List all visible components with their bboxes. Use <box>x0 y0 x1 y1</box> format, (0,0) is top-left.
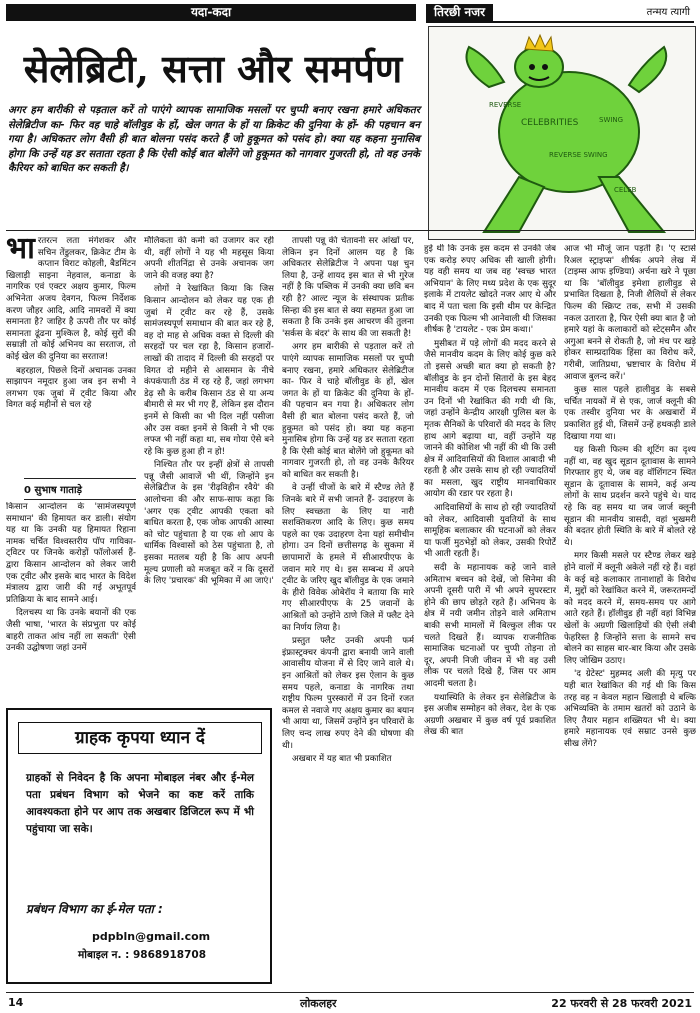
section-bar <box>6 4 416 21</box>
article-column-4 <box>424 244 556 984</box>
paragraph: अखबार में यह बात भी प्रकाशित <box>292 754 392 765</box>
article-column-2 <box>144 236 274 698</box>
paragraph: आज भी मौजूं जान पड़ती है। 'ए स्टार्स रिअल स्ट्राइप्स' शीर्षक अपने लेख में (टाइम्स आफ इण्डिया) अर्चना खरे ने पूछा था कि 'बॉलीवुड इमेशा हालीवुड से प्रभावित दिखता है, निजी शैलियों से लेकर फिल्म की स्क्रिप्ट तक, सभी में उसकी नकल उतारता है, फिर ऐसी क्या बात है जो हमारे यहां के कलाकारों को स्टेट्समैन और अगुआ बनने से रोकती है, जो मंच पर खड़े होकर साम्प्रदायिक हिंसा का विरोध करें, गरीबी, जातिप्रथा, भ्रष्टाचार के विरोध में आवाज बुलन्द करें।' <box>564 244 696 382</box>
cartoon-section-label: तिरछी नजर <box>426 4 493 21</box>
cartoon-label: CELEB <box>614 186 637 194</box>
footer-rule <box>6 992 694 993</box>
intro-paragraph: अगर हम बारीकी से पड़ताल करें तो पाएंगे व्यापक सामाजिक मसलों पर चुप्पी बनाए रखना हमारे अधिकतर सेलेब्रिटीज का- फिर वह चाहे बॉलीवुड के हों, खेल जगत के हों या क्रिकेट की दुनिया के हों- की पहचान बन गया है। अधिकतर लोग वैसी ही बात बोलना पसंद करते हैं जो हुकूमत को पसंद हो। क्या यह कहना मुनासिब होगा कि उन्हें यह डर सताता रहता है कि ऐसी कोई बात बोलेंगे जो हुकूमत को नागवार गुजरती हो, तो वह उनके कैरियर को बाधित कर सकती है। <box>8 105 420 175</box>
article-column-1b <box>6 502 136 698</box>
byline: 0 सुभाष गाताड़े <box>24 478 136 500</box>
notice-body: ग्राहकों से निवेदन है कि अपना मोबाइल नंबर और ई-मेल पता प्रबंधन विभाग को भेजने का कष्ट करें ताकि आवश्यकता होने पर आप तक अखबार डिजिटल रूप में भी पहुंचाया जा सके। <box>26 772 254 835</box>
article-column-3 <box>282 236 414 984</box>
cartoon-label: REVERSE SWING <box>549 151 608 159</box>
notice-email-label: प्रबंधन विभाग का ई-मेल पता : <box>26 902 163 916</box>
headline: सेलेब्रिटी, सत्ता और समर्पण <box>23 46 403 91</box>
cartoonist-name: तन्मय त्यागी <box>646 7 690 18</box>
paragraph: बहरहाल, पिछले दिनों अचानक उनका साझापन नमूदार हुआ जब इन सभी ने लगभग एक जुबां में ट्वीट किया और विगत कई महीनों से चल रहे <box>6 365 136 411</box>
cartoon-label: CELEBRITIES <box>521 118 579 128</box>
article-column-5 <box>564 244 696 984</box>
article-column-1 <box>6 236 136 472</box>
notice-email: pdpbln@gmail.com <box>92 930 211 943</box>
paragraph: मगर किसी मसले पर स्टैण्ड लेकर खड़े होने वालों में क्लूनी अकेले नहीं रहे हैं। वहां के कई बड़े कलाकार तानाशाहों के विरोध में, मुद्दों को रेखांकित करने में, जरूरतमन्दों को मदद करने में, समय-समय पर आगे आते रहते हैं। हॉलीवुड ही नहीं वहां विभिन्न खेलों के अग्रणी खिलाड़ियों की ऐसी लंबी फेहरिस्त है जिन्होंने सत्ता के सामने सच बोलने का साहस बार-बार किया और उसके लिए जोखिम उठाए। <box>564 551 696 666</box>
issue-date: 22 फरवरी से 28 फरवरी 2021 <box>551 997 692 1010</box>
paragraph: मुसीबत में पड़े लोगों की मदद करने से जैसे मानवीय कदम के लिए कोई कुछ करे तो इससे अच्छी बात क्या हो सकती है? बॉलीवुड के इन दोनों सितारों के इस बेहद मानवीय कदम में एक दिलचस्प समानता उन दिनों भी रेखांकित की गयी थी कि, जहां उन्होंने केन्द्रीय आरक्षी पुलिस बल के मृतक सैनिकों के परिवारों की मदद के लिए हाथ आगे बढ़ाया था, वहीं उन्होंने यह जानने की कोशिश भी नहीं की थी कि उसी क्षेत्र में आदिवासियों की विशाल आबादी भी रहती है और उसके साथ हो रही ज्यादतियों का मसला, खुद राष्ट्रीय मानवाधिकार आयोग की रडार पर रहता है। <box>424 338 556 500</box>
paragraph: वे उन्हीं चीजों के बारे में स्टैण्ड लेते हैं जिनके बारे में सभी जानते हैं- उदाहरण के लिए स्वच्छता के लिए या नारी सशक्तिकरण आदि के लिए। कुछ समय पहले का एक उदाहरण देना यहां समीचीन होगा। उन दिनों छत्तीसगढ़ के सुकमा में छापामारों के हमले में सीआरपीएफ के जवान मारे गए थे। इस सम्बन्ध में अपने ट्वीट के जरिए खुद बॉलीवुड के एक जमाने के हीरो विवेक ओबेरॉय ने बताया कि मारे गए सीआरपीएफ के 25 जवानों के आश्रितों को उन्होंने ठाणे जिले में फ्लैट देने का निर्णय लिया है। <box>282 483 414 633</box>
paragraph: सदी के महानायक कहे जाने वाले अमिताभ बच्चन को देखें, जो सिनेमा की अपनी दूसरी पारी में भी अपने सुपरस्टार होने की छाप छोड़ते रहते हैं। अभिनय के क्षेत्र में नयी जमीन तोड़ने वाले अमिताभ बाकी सभी मामलों में बिल्कुल लीक पर चलते दिखते हैं। व्यापक राजनीतिक सामाजिक घटनाओं पर चुप्पी तोड़ना तो दूर, अपनी निजी जीवन में भी वह उसी लीक पर चलते दिखे हैं, जिस पर आम आदमी चलता है। <box>424 563 556 689</box>
cartoon-header <box>426 4 694 23</box>
paragraph: तापसी पन्नू की चेतावनी सर आंखों पर, लेकिन इन दिनों आलम यह है कि अधिकतर सेलेब्रिटीज ने अपना पक्ष चुन लिया है, उन्हें शायद इस बात से भी गुरेज नहीं है कि पब्लिक में उनकी क्या छवि बन रही है? आल्ट न्यूज के संस्थापक प्रतीक सिन्हा की इस बात से क्या सहमत हुआ जा सकता है कि उनके इस आचरण की तुलना 'सर्कस के बंदर' के साथ की जा सकती है! <box>282 236 414 339</box>
paragraph: यह किसी फिल्म की शूटिंग का दृश्य नहीं था, वह खुद सूडान दूतावास के सामने गिरफ्तार हुए थे, जब वह वॉशिंगटन स्थित सूडान के दूतावास के सामने, कई अन्य लोगों के साथ प्रदर्शन करने पहुंचे थे। याद रहे कि वह समय था जब जार्ज क्लूनी सूडान की मानवीय त्रासदी, वहां भुखमरी की बदतर होती स्थिति के बारे में बोलते रहे थे। <box>564 445 696 548</box>
paragraph: कुछ साल पहले हालीवुड के सबसे चर्चित नायकों में से एक, जार्ज क्लूनी की एक तस्वीर दुनिया भर के अखबारों में प्रकाशित हुई थी, जिसमें उन्हें हथकड़ी डाले दिखाया गया था। <box>564 385 696 442</box>
notice-mobile: मोबाइल न. : 9868918708 <box>78 949 207 961</box>
cartoon <box>428 26 696 240</box>
paragraph: रतरत्न लता मंगेशकर और सचिन तेंडुलकर, क्रिकेट टीम के कप्तान विराट कोहली, बैडमिंटन खिलाड़ी साइना नेहवाल, कनाडा के नागरिक एवं एक्टर अक्षय कुमार, फिल्म अभिनेता अजय देवगन, फिल्म निर्देशक करण जौहर आदि, आदि नामवरों में क्या समानता है? जाहिर है ऊपरी तौर पर कोई समानता ढूंढना मुश्किल है, कोई सुरों की सम्राज्ञी तो कोई अभिनय का सरताज, तो कोई खेल की दुनिया का सरताज! <box>6 236 136 362</box>
paragraph: अगर हम बारीकी से पड़ताल करें तो पाएंगे व्यापक सामाजिक मसलों पर चुप्पी बनाए रखना, हमारे अधिकतर सेलेब्रिटीज का- फिर वे चाहे बॉलीवुड के हों, खेल जगत के हों या क्रिकेट की दुनिया के हों- की पहचान बन गया है। अधिकतर लोग वैसी ही बात बोलना पसंद करते हैं, जो हुकूमत को पसंद हो। क्या यह कहना मुनासिब होगा कि उन्हें यह डर सताता रहता है कि ऐसी कोई बात बोलेंगे जो हुकूमत को नागवार गुजरती हो, तो वह उनके कैरियर को बाधित कर सकती है। <box>282 342 414 480</box>
paragraph: दिलचस्प था कि उनके बयानों की एक जैसी भाषा, 'भारत के संप्रभुता पर कोई बाहरी ताकत आंच नहीं ला सकती' ऐसी उनकी उद्घोषणा जहां उनमें <box>6 608 136 654</box>
subscriber-notice <box>6 708 272 984</box>
paragraph: किसान आन्दोलन के 'सामंजस्यपूर्ण समाधान' की हिमायत कर डाली। संयोग यह था कि उनकी यह हिमायत रिहाना नामक चर्चित विश्वस्तरीय पॉप गायिका-ट्विटर पर जिनके करोड़ों फॉलोअर्स हैं- द्वारा किसान आन्दोलन को लेकर जारी एक ट्वीट और इसके बाद भारत के विदेश मंत्रालय द्वारा जारी की गई अभूतपूर्व प्रतिक्रिया के बाद सामने आई। <box>6 502 136 605</box>
cartoon-label: SWING <box>599 116 624 124</box>
paragraph: निश्चित तौर पर इन्हीं क्षेत्रों से तापसी पन्नू जैसी आवाजें भी थीं, जिन्होंने इन सेलेब्रिटीज के इस 'रीढ़विहीन रवैये' की आलोचना की और साफ-साफ कहा कि 'अगर एक ट्वीट आपकी एकता को बाधित करता है, एक जोक आपकी आस्था को चोट पहुंचाता है या एक शो आप के धार्मिक विश्वासों को ठेस पहुंचाता है, तो इसका मतलब यही है कि आप अपनी मूल्य प्रणाली को मजबूत करें न कि दूसरों के लिए 'प्रचारक' की भूमिका में आ जाएं।' <box>144 460 274 587</box>
paragraph: लोगों ने रेखांकित किया कि जिस किसान आन्दोलन को लेकर यह एक ही जुबां में ट्वीट कर रहे हैं, उसके सामंजस्यपूर्ण समाधान की बात कर रहे हैं, वह दो माह से अधिक वक्त से दिल्ली की सरहदों पर चल रहा है, किसान हजारों-लाखों की तादाद में दिल्ली की सरहदों पर विगत दो महीने से आसमान के नीचे कंपकंपाती ठंड में रह रहे हैं, जहां लगभग डेढ़ सौ के करीब किसान ठंड से या अन्य बीमारी से मर भी गए हैं, लेकिन इस दौरान इनमें से किसी का भी दिल नहीं पसीजा और उस वक्त इनमें से किसी ने भी एक लफ्ज भी नहीं कहा था, सब गोया ऐसे बने रहे कि कुछ हुआ ही न हो! <box>144 284 274 457</box>
section-label: यदा-कदा <box>190 5 232 19</box>
paper-name: लोकलहर <box>300 997 337 1010</box>
paragraph: 'द ग्रेटेस्ट' मुहम्मद अली की मृत्यु पर यही बात रेखांकित की गई थी कि किस तरह वह न केवल महान खिलाड़ी थे बल्कि अभिव्यक्ति के तमाम खतरों को उठाने के लिए तैयार महान शख्सियत भी थे। क्या हमारे महानायक एवं सम्राट उनसे कुछ सीख लेंगे? <box>564 669 696 749</box>
intro-rule <box>6 230 694 231</box>
notice-title: ग्राहक कृपया ध्यान दें <box>18 722 262 754</box>
paragraph: यथास्थिति के लेकर इन सेलेब्रिटीज के इस अजीब सम्मोहन को लेकर, देश के एक अग्रणी अखबार में कुछ वर्ष पूर्व प्रकाशित लेख की बात <box>424 692 556 738</box>
paragraph: प्रस्तुत फ्लैट उनकी अपनी फर्म इंफ्रास्ट्रक्चर कंपनी द्वारा बनायी जाने वाली आवासीय योजना में से दिए जाने वाले थे। इन आश्रितों को लेकर इस ऐलान के कुछ समय पहले, कनाडा के नागरिक तथा राष्ट्रीय फिल्म पुरस्कारों में उन दिनों रजत कमल से नवाजे गए अक्षय कुमार का बयान भी आया था, जिसमें उन्होंने इन परिवारों के लिए चन्द लाख रुपए देने की घोषणा की थी। <box>282 636 414 751</box>
paragraph: हुई थी कि उनके इस कदम से उनकी जेब एक करोड़ रुपए अधिक सी खाली होगी। यह वही समय था जब वह 'स्वच्छ भारत अभियान' के लिए मध्य प्रदेश के एक सुदूर इलाके में टायलेट खोदते नजर आए थे और बाद में पता चला कि इसी थीम पर केन्द्रित उनकी एक फिल्म भी आनेवाली थी जिसका शीर्षक है 'टायलेट - एक प्रेम कथा।' <box>424 244 556 336</box>
cartoon-figure <box>429 27 695 239</box>
paragraph: आदिवासियों के साथ हो रही ज्यादतियों को लेकर, आदिवासी युवतियों के साथ सामूहिक बलात्कार की घटनाओं को लेकर या फर्जी मुठभेड़ों को लेकर, उसकी रिपोर्टें भी आती रहती हैं। <box>424 503 556 560</box>
cartoon-label: REVERSE <box>489 101 522 109</box>
page-number: 14 <box>8 996 24 1009</box>
dropcap: भा <box>6 236 35 266</box>
paragraph: मौलिकता की कमी को उजागर कर रही थी, वहीं लोगों ने यह भी महसूस किया अपनी शीतनिंद्रा से उनके अचानक जग जाने की वजह क्या है? <box>144 236 274 281</box>
